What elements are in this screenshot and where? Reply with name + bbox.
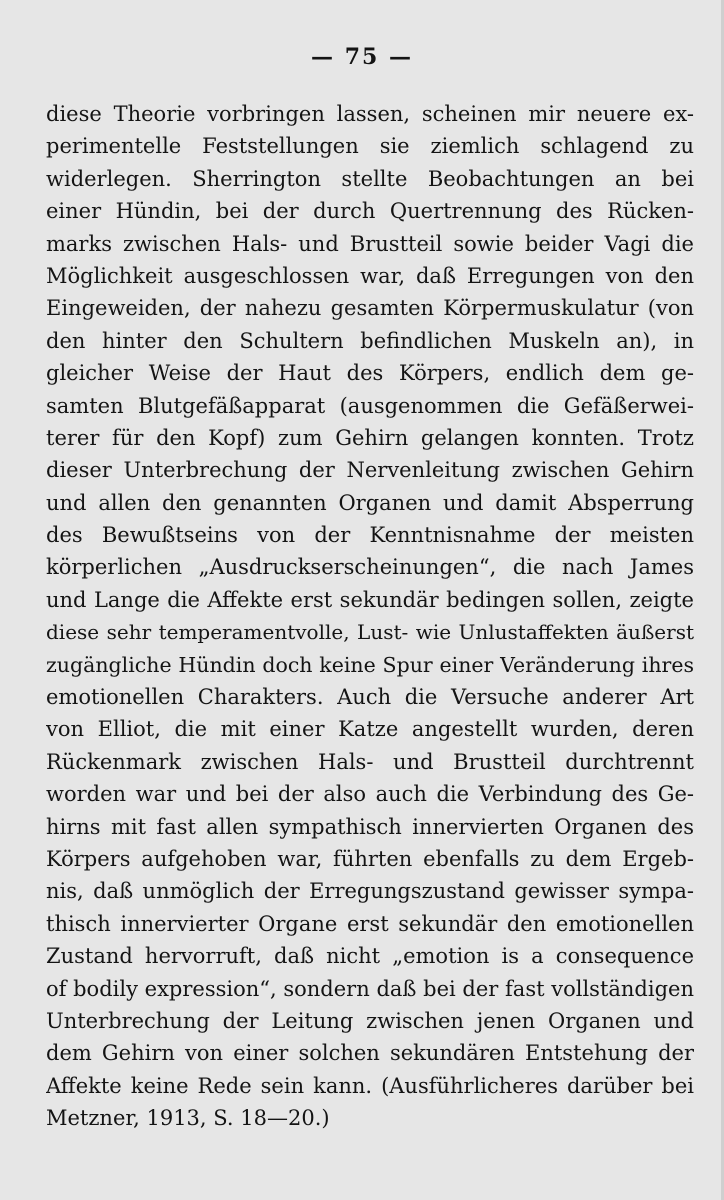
text-line: marks zwischen Hals- und Brustteil sowie beider Vagi die xyxy=(46,231,694,256)
text-line: den hinter den Schultern befindlichen Muskeln an), in xyxy=(46,328,694,353)
text-line: hirns mit fast allen sympathisch innervierten Organen des xyxy=(46,814,694,839)
text-line: körperlichen „Ausdruckserscheinungen“, die nach James xyxy=(46,555,694,580)
text-line: diese sehr temperamentvolle, Lust- wie Unlustaffekten äußerst xyxy=(46,620,694,645)
text-line: gleicher Weise der Haut des Körpers, endlich dem ge- xyxy=(46,361,694,386)
text-line: widerlegen. Sherrington stellte Beobachtungen an bei xyxy=(46,166,694,191)
text-line: nis, daß unmöglich der Erregungszustand gewisser sympa- xyxy=(46,879,694,904)
text-line: dieser Unterbrechung der Nervenleitung zwischen Gehirn xyxy=(46,458,694,483)
text-line: Eingeweiden, der nahezu gesamten Körpermuskulatur (von xyxy=(46,296,694,321)
text-line: zugängliche Hündin doch keine Spur einer Veränderung ihres xyxy=(46,652,694,677)
text-line: von Elliot, die mit einer Katze angestellt wurden, deren xyxy=(46,717,694,742)
text-line: emotionellen Charakters. Auch die Versuche anderer Art xyxy=(46,685,694,710)
text-line: worden war und bei der also auch die Verbindung des Ge- xyxy=(46,782,694,807)
text-line: des Bewußtseins von der Kenntnisnahme der meisten xyxy=(46,523,694,548)
text-line: terer für den Kopf) zum Gehirn gelangen konnten. Trotz xyxy=(46,425,694,450)
page-number: — 75 — xyxy=(311,44,413,70)
text-line: of bodily expression“, sondern daß bei der fast vollständigen xyxy=(46,976,694,1001)
text-line: und Lange die Affekte erst sekundär bedingen sollen, zeigte xyxy=(46,587,694,612)
text-line: Affekte keine Rede sein kann. (Ausführlicheres darüber bei xyxy=(46,1073,694,1098)
body-text xyxy=(46,98,694,1135)
text-line: perimentelle Feststellungen sie ziemlich schlagend zu xyxy=(46,134,694,159)
text-line: diese Theorie vorbringen lassen, scheinen mir neuere ex- xyxy=(46,102,694,126)
text-line: Unterbrechung der Leitung zwischen jenen Organen und xyxy=(46,1008,694,1033)
text-line: und allen den genannten Organen und damit Absperrung xyxy=(46,490,694,515)
text-line: samten Blutgefäßapparat (ausgenommen die Gefäßerwei- xyxy=(46,393,694,418)
text-line: dem Gehirn von einer solchen sekundären Entstehung der xyxy=(46,1041,694,1066)
text-line: thisch innervierter Organe erst sekundär den emotionellen xyxy=(46,911,694,936)
text-line: Möglichkeit ausgeschlossen war, daß Erregungen von den xyxy=(46,263,694,288)
text-line: einer Hündin, bei der durch Quertrennung des Rücken- xyxy=(46,199,694,224)
text-line: Metzner, 1913, S. 18—20.) xyxy=(46,1106,330,1131)
text-line: Zustand hervorruft, daß nicht „emotion is a consequence xyxy=(46,944,694,969)
text-line: Körpers aufgehoben war, führten ebenfalls zu dem Ergeb- xyxy=(46,846,694,871)
text-line: Rückenmark zwischen Hals- und Brustteil durchtrennt xyxy=(46,749,694,774)
